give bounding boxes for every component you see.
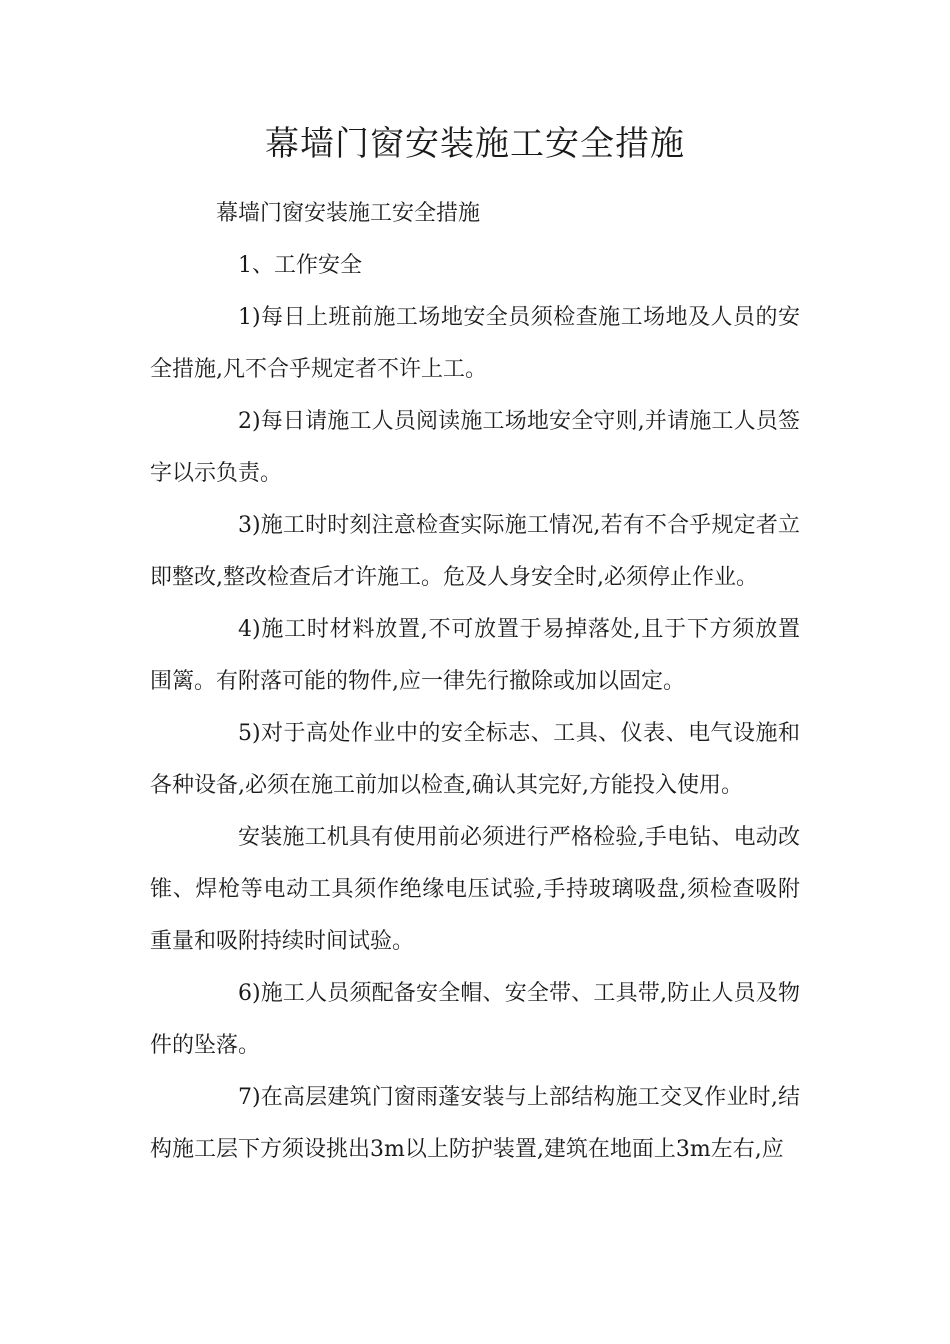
paragraph-item-3: 3)施工时时刻注意检查实际施工情况,若有不合乎规定者立即整改,整改检查后才许施工。危及人身安全时,必须停止作业。 (150, 513, 800, 590)
paragraph-item-5: 5)对于高处作业中的安全标志、工具、仪表、电气设施和各种设备,必须在施工前加以检查,确认其完好,方能投入使用。 (150, 721, 800, 798)
paragraph-item-6: 6)施工人员须配备安全帽、安全带、工具带,防止人员及物件的坠落。 (150, 981, 800, 1058)
document-title: 幕墙门窗安装施工安全措施 (265, 124, 685, 164)
paragraph-subtitle: 幕墙门窗安装施工安全措施 (216, 201, 481, 226)
paragraph-item-4: 4)施工时材料放置,不可放置于易掉落处,且于下方须放置围篱。有附落可能的物件,应一律先行撤除或加以固定。 (150, 617, 800, 694)
paragraph-item-2: 2)每日请施工人员阅读施工场地安全守则,并请施工人员签字以示负责。 (150, 409, 800, 486)
paragraph-tool-inspection: 安装施工机具有使用前必须进行严格检验,手电钻、电动改锥、焊枪等电动工具须作绝缘电压试验,手持玻璃吸盘,须检查吸附重量和吸附持续时间试验。 (150, 825, 800, 954)
document-body (150, 188, 800, 1176)
paragraph-section-heading: 1、工作安全 (238, 253, 362, 278)
paragraph-item-7: 7)在高层建筑门窗雨蓬安装与上部结构施工交叉作业时,结构施工层下方须设挑出3m以上防护装置,建筑在地面上3m左右,应 (150, 1085, 800, 1162)
paragraph-item-1: 1)每日上班前施工场地安全员须检查施工场地及人员的安全措施,凡不合乎规定者不许上工。 (150, 305, 800, 382)
